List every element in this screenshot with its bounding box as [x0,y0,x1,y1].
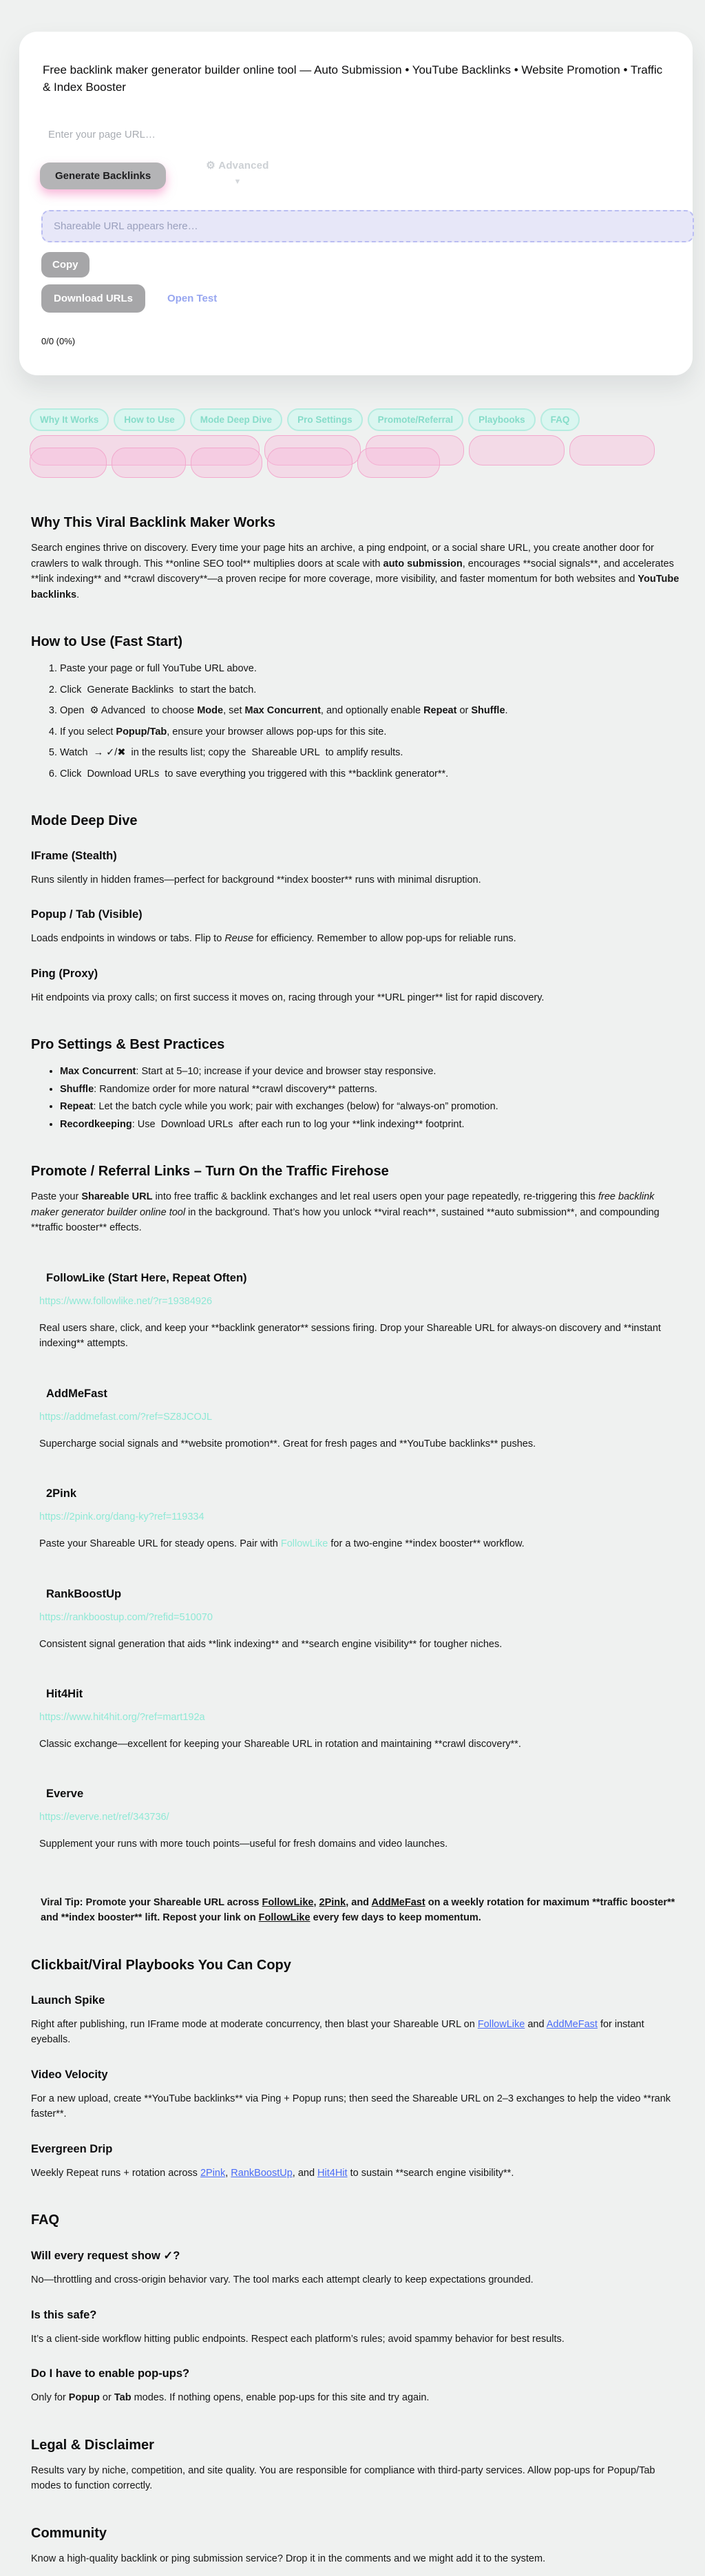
page-title: Free backlink maker generator builder online tool — Auto Submission • YouTube Backlinks • Website Promotion • Traffic & Index Booster [43,63,663,94]
nav-pill-mode-deep-dive[interactable]: Mode Deep Dive [190,408,282,431]
text-run: , [225,2167,231,2179]
referral-desc [39,1737,682,1752]
generate-backlinks-button[interactable]: Generate Backlinks [40,163,166,189]
caret-down-icon: ▼ [233,178,242,187]
text-run: : Let the batch cycle while you work; pair with exchanges (below) for “always-on” promotion. [93,1101,498,1113]
text-run: for efficiency. Remember to allow pop-ups for reliable runs. [253,933,516,945]
advanced-toggle[interactable] [202,158,273,187]
text-run: , and [292,2167,318,2179]
section-heading: Community [31,2525,107,2541]
text-run: , and [346,1896,372,1908]
referral-title: FollowLike (Start Here, Repeat Often) [46,1271,247,1284]
referral-card [31,1788,682,1852]
inline-link[interactable]: 2Pink [319,1896,346,1908]
text-run: auto submission [383,558,463,569]
sub-heading: Do I have to enable pop-ups? [31,2367,190,2380]
text-run: for a two-engine **index booster** workflow. [328,1538,525,1550]
keyword-chip [191,448,262,478]
text-run: . [76,589,80,600]
section-heading: Mode Deep Dive [31,813,138,828]
paragraph [31,2463,682,2494]
paragraph [31,2272,682,2287]
text-run: It’s a client-side workflow hitting public endpoints. Respect each platform’s rules; avoid spammy behavior for best results. [31,2333,565,2345]
text-run: Weekly Repeat runs + rotation across [31,2167,200,2179]
open-test-link[interactable]: Open Test [167,293,218,305]
list-item [60,724,682,740]
inline-link[interactable]: FollowLike [280,1538,328,1550]
section-heading: Promote / Referral Links – Turn On the Traffic Firehose [31,1164,389,1180]
sub-heading: Evergreen Drip [31,2142,113,2155]
referral-card [31,1272,682,1352]
text-run: for instant eyeballs. [31,2018,644,2046]
text-run: Right after publishing, run IFrame mode at moderate concurrency, then blast your Shareable URL on [31,2018,478,2030]
text-run: : Start at 5–10; increase if your device and browser stay responsive. [136,1066,436,1078]
referral-url-link[interactable]: https://www.hit4hit.org/?ref=mart192a [39,1712,205,1723]
referral-card [31,1487,682,1551]
paragraph [31,1189,682,1235]
bullet-list [31,1064,682,1132]
text-run: For a new upload, create **YouTube backlinks** via Ping + Popup runs; then seed the Shareable URL on 2–3 exchanges to help the video **rank faster**. [31,2093,671,2120]
text-run: Reuse [224,933,254,945]
text-run: . [505,705,508,717]
nav-pill-playbooks[interactable]: Playbooks [468,408,536,431]
text-run: Recordkeeping [60,1118,132,1130]
inline-link[interactable]: RankBoostUp [231,2167,293,2179]
list-item [60,703,682,718]
text-run: Click Download URLs to save everything you triggered with this **backlink generator**. [60,768,449,779]
section-heading: Clickbait/Viral Playbooks You Can Copy [31,1957,291,1973]
referral-url-link[interactable]: https://rankboostup.com/?refid=510070 [39,1611,213,1623]
text-run: Search engines thrive on discovery. Every time your page hits an archive, a ping endpoint, or a social share URL, you create another door for crawlers to walk through. This **online SEO tool** multiplies doors at scale with [31,543,654,569]
sub-heading: Will every request show ✓? [31,2250,180,2263]
text-run: : Randomize order for more natural **crawl discovery** patterns. [94,1083,377,1095]
list-item [60,1117,682,1132]
action-row [40,160,672,189]
text-run: Supercharge social signals and **website promotion**. Great for fresh pages and **YouTube backlinks** pushes. [39,1438,536,1449]
text-run: Results vary by niche, competition, and site quality. You are responsible for compliance with third-party services. Allow pop-ups for Popup/Tab modes to function correctly. [31,2464,655,2492]
text-run: Hit endpoints via proxy calls; on first success it moves on, racing through your **URL pinger** list for rapid discovery. [31,992,545,1003]
referral-desc [39,1836,682,1852]
text-run: , [313,1896,319,1908]
shareable-url-output[interactable] [41,210,694,242]
article-content [31,515,682,2566]
nav-pill-how-to-use[interactable]: How to Use [114,408,185,431]
text-run: modes. If nothing opens, enable pop-ups for this site and try again. [131,2392,430,2404]
text-run: or [99,2392,114,2404]
text-run: or [456,705,472,717]
nav-pill-promote-referral[interactable]: Promote/Referral [368,408,464,431]
section-heading: Pro Settings & Best Practices [31,1037,225,1053]
keyword-chip [30,448,107,478]
text-run: Watch → ✓/✖ in the results list; copy the Shareable URL to amplify results. [60,747,403,759]
nav-pill-pro-settings[interactable]: Pro Settings [287,408,363,431]
inline-link[interactable]: 2Pink [200,2167,226,2179]
nav-pill-why-it-works[interactable]: Why It Works [30,408,109,431]
list-item [60,1082,682,1097]
paragraph [31,2166,682,2181]
paragraph [31,2017,682,2048]
list-item [60,661,682,676]
advanced-label [206,159,269,171]
advanced-text: Advanced [218,160,269,172]
keyword-chip [112,448,186,478]
referral-card [31,1388,682,1452]
sub-heading: Launch Spike [31,1993,105,2007]
progress-counter: 0/0 (0%) [41,336,76,347]
text-run: Mode [197,705,224,717]
text-run: Click Generate Backlinks to start the batch. [60,684,257,695]
keyword-chip [569,435,655,465]
paragraph [31,2551,682,2566]
text-run: , and optionally enable [320,705,424,717]
referral-desc [39,1436,682,1452]
referral-title: RankBoostUp [46,1587,122,1600]
copy-button[interactable]: Copy [41,252,90,278]
text-run: Shareable URL [81,1191,153,1203]
text-run: Only for [31,2392,69,2404]
text-run: YouTube backlinks [31,574,680,600]
inline-link[interactable]: AddMeFast [371,1896,425,1908]
text-run: free backlink maker generator builder online tool [31,1191,655,1218]
text-run: Supplement your runs with more touch points—useful for fresh domains and video launches. [39,1839,448,1850]
steps-list [31,661,682,782]
inline-link[interactable]: AddMeFast [546,2018,598,2030]
text-run: Consistent signal generation that aids **link indexing** and **search engine visibility** for tougher niches. [39,1638,503,1650]
text-run: , ensure your browser allows pop-ups for this site. [167,726,387,737]
text-run: Shuffle [60,1083,94,1095]
paragraph [31,931,682,946]
section-nav [30,408,705,431]
text-run: Real users share, click, and keep your **backlink generator** sessions firing. Drop your Shareable URL for always-on discovery and **instant indexing** attempts. [39,1322,661,1350]
section-heading: How to Use (Fast Start) [31,634,183,650]
text-run: Runs silently in hidden frames—perfect for background **index booster** runs with minimal disruption. [31,874,481,886]
text-run: No—throttling and cross-origin behavior vary. The tool marks each attempt clearly to keep expectations grounded. [31,2274,534,2286]
text-run: Open ⚙ Advanced to choose [60,705,198,717]
page-url-input[interactable] [48,125,489,145]
tool-card [19,32,693,375]
text-run: , encourages **social signals**, and accelerates **link indexing** and **crawl discovery**—a proven recipe for more coverage, more visibility, and faster momentum for both websites and [31,558,674,585]
referral-desc [39,1321,682,1352]
inline-link[interactable]: FollowLike [477,2018,525,2030]
text-run: Max Concurrent [60,1066,136,1078]
text-run: Viral Tip: Promote your Shareable URL across [41,1896,262,1908]
referral-title: AddMeFast [46,1387,107,1400]
copy-row [40,242,672,278]
paragraph [31,2390,682,2405]
text-run: Max Concurrent [244,705,321,717]
text-run: on a weekly rotation for maximum **traffic booster** and **index booster** lift. Repost your link on [41,1896,675,1924]
text-run: to sustain **search engine visibility**. [347,2167,514,2179]
list-item [60,745,682,760]
text-run: Classic exchange—excellent for keeping your Shareable URL in rotation and maintaining **crawl discovery**. [39,1739,521,1750]
viral-tip [31,1895,682,1926]
list-item [60,682,682,698]
text-run: Know a high-quality backlink or ping submission service? Drop it in the comments and we might add it to the system. [31,2553,546,2564]
sub-heading: IFrame (Stealth) [31,849,117,862]
paragraph [31,2332,682,2347]
download-urls-button[interactable]: Download URLs [41,284,145,313]
referral-title: Hit4Hit [46,1688,83,1700]
section-heading: Why This Viral Backlink Maker Works [31,515,275,531]
keyword-chip [469,435,565,465]
referral-desc [39,1536,682,1551]
keyword-chip [357,448,440,478]
download-row [41,284,672,313]
section-heading: FAQ [31,2212,60,2228]
text-run: If you select [60,726,116,737]
text-run: into free traffic & backlink exchanges and let real users open your page repeatedly, re-triggering this [152,1191,598,1203]
paragraph [31,990,682,1005]
text-run: in the background. That’s how you unlock **viral reach**, sustained **auto submission**, and compounding **traffic booster** effects. [31,1206,660,1234]
referral-url-link[interactable]: https://www.followlike.net/?r=19384926 [39,1295,213,1307]
paragraph [31,2091,682,2122]
text-run: Popup [68,2392,100,2404]
referral-title: Everve [46,1788,84,1801]
inline-link[interactable]: Hit4Hit [317,2167,348,2179]
section-heading: Legal & Disclaimer [31,2437,154,2453]
gear-icon: ⚙ [206,160,215,172]
list-item [60,1064,682,1079]
text-run: Repeat [423,705,457,717]
paragraph [31,541,682,603]
nav-pill-faq[interactable]: FAQ [540,408,580,431]
sub-heading: Popup / Tab (Visible) [31,908,143,921]
inline-link[interactable]: FollowLike [258,1912,311,1924]
text-run: : Use Download URLs after each run to log your **link indexing** footprint. [131,1118,465,1130]
text-run: , set [223,705,245,717]
text-run: and [525,2018,547,2030]
referral-card [31,1688,682,1752]
sub-heading: Video Velocity [31,2068,108,2081]
referral-url-link[interactable]: https://2pink.org/dang-ky?ref=119334 [39,1511,204,1523]
text-run: Shuffle [471,705,505,717]
text-run: Popup/Tab [116,726,167,737]
sub-heading: Is this safe? [31,2308,97,2321]
text-run: Paste your page or full YouTube URL above. [60,663,257,675]
referral-url-link[interactable]: https://everve.net/ref/343736/ [39,1812,169,1823]
referral-card [31,1588,682,1652]
keyword-chip [267,448,352,478]
text-run: Paste your [31,1191,82,1203]
referral-title: 2Pink [46,1487,77,1500]
text-run: every few days to keep momentum. [310,1912,481,1924]
list-item [60,1099,682,1114]
text-run: Tab [114,2392,131,2404]
keyword-chips [30,435,705,478]
referral-url-link[interactable]: https://addmefast.com/?ref=SZ8JCOJL [39,1411,213,1423]
text-run: Paste your Shareable URL for steady opens. Pair with [39,1538,281,1550]
text-run: Repeat [60,1101,94,1113]
inline-link[interactable]: FollowLike [262,1896,314,1908]
list-item [60,766,682,782]
referral-desc [39,1637,682,1652]
paragraph [31,872,682,888]
sub-heading: Ping (Proxy) [31,967,98,980]
text-run: Loads endpoints in windows or tabs. Flip to [31,933,225,945]
